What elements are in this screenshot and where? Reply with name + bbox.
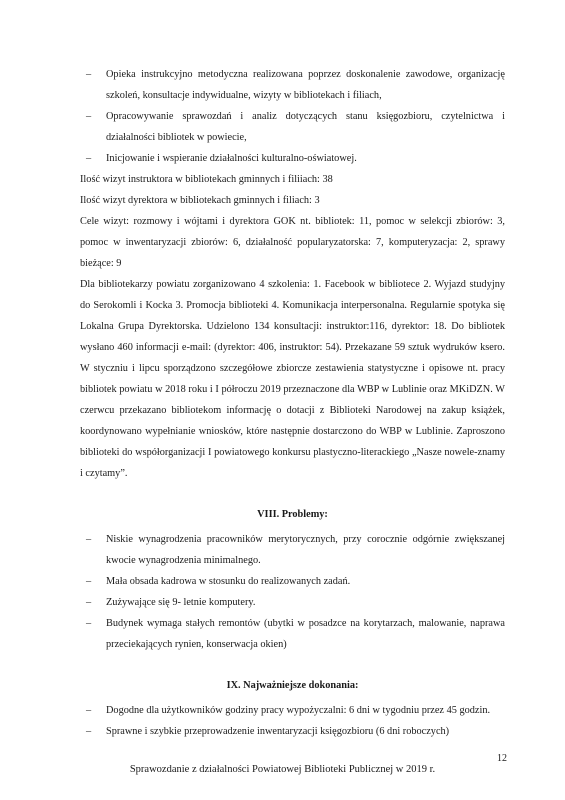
list-item-text: Sprawne i szybkie przeprowadzenie inwentaryzacji księgozbioru (6 dni roboczych) <box>106 726 450 737</box>
instructor-visits-text: Ilość wizyt instruktora w bibliotekach gminnych i filiiach: 38 <box>80 174 333 185</box>
problems-list <box>80 529 505 655</box>
list-item-text: Budynek wymaga stałych remontów (ubytki w posadzce na korytarzach, malowanie, naprawa przeciekających rynien, konserwacja okien) <box>106 618 505 650</box>
list-item-text: Zużywające się 9- letnie komputery. <box>106 597 256 608</box>
page-content <box>80 64 505 742</box>
list-item <box>80 592 505 613</box>
dash-bullet: – <box>86 618 92 629</box>
page-footer: Sprawozdanie z działalności Powiatowej Biblioteki Publicznej w 2019 r. <box>129 764 436 775</box>
list-item <box>80 700 505 721</box>
list-item-text: Opracowywanie sprawozdań i analiz dotyczących stanu księgozbioru, czytelnictwa i działalności bibliotek w powiecie, <box>106 111 505 143</box>
dash-bullet: – <box>86 576 92 587</box>
dash-bullet: – <box>86 726 92 737</box>
list-item-text: Niskie wynagrodzenia pracowników merytorycznych, przy corocznie odgórnie zwiększanej kwocie wynagrodzenia minimalnego. <box>106 534 505 566</box>
list-item <box>80 106 505 148</box>
visit-goals-text: Cele wizyt: rozmowy i wójtami i dyrektora GOK nt. bibliotek: 11, pomoc w selekcji zbiorów: 3, pomoc w inwentaryzacji zbiorów: 6, działalność popularyzatorska: 7, komputeryzacja: 2, sprawy bieżące: 9 <box>80 216 505 269</box>
section-heading-achievements: IX. Najważniejsze dokonania: <box>226 680 359 691</box>
list-item-text: Mała obsada kadrowa w stosunku do realizowanych zadań. <box>106 576 351 587</box>
section-heading-problems: VIII. Problemy: <box>257 509 328 520</box>
intro-list <box>80 64 505 169</box>
list-item-text: Inicjowanie i wspieranie działalności kulturalno-oświatowej. <box>106 153 357 164</box>
list-item <box>80 148 505 169</box>
list-item-text: Opieka instrukcyjno metodyczna realizowana poprzez doskonalenie zawodowe, organizację szkoleń, konsultacje indywidualne, wizyty w bibliotekach i filiach, <box>106 69 505 101</box>
list-item-text: Dogodne dla użytkowników godziny pracy wypożyczalni: 6 dni w tygodniu przez 45 godzin. <box>106 705 491 716</box>
dash-bullet: – <box>86 69 92 80</box>
dash-bullet: – <box>86 597 92 608</box>
dash-bullet: – <box>86 705 92 716</box>
page-number: 12 <box>497 753 507 764</box>
list-item <box>80 721 505 742</box>
dash-bullet: – <box>86 153 92 164</box>
training-paragraph: Dla bibliotekarzy powiatu zorganizowano 4 szkolenia: 1. Facebook w bibliotece 2. Wyjazd studyjny do Serokomli i Kocka 3. Promocja biblioteki 4. Komunikacja interpersonalna. Regularnie spotyka się Lokalna Grupa Dyrektorska. Udzielono 134 konsultacji: instruktor:116, dyrektor: 18. Do bibliotek wysłano 460 informacji e-mail: (dyrektor: 406, instruktor: 54). Przekazane 59 sztuk wydruków ksero. W styczniu i lipcu sporządzono szczegółowe zbiorcze zestawienia statystyczne i opisowe nt. pracy bibliotek powiatu w 2018 roku i I półroczu 2019 przeznaczone dla WBP w Lublinie oraz MKiDZN. W czerwcu przekazano bibliotekom informację o dotacji z Biblioteki Narodowej na zakup książek, koordynowano wypełnianie wniosków, które następnie dostarczono do WBP w Lublinie. Zaproszono biblioteki do współorganizacji I powiatowego konkursu plastyczno-literackiego „Nasze nowele-znamy i czytamy”. <box>80 279 505 479</box>
director-visits-text: Ilość wizyt dyrektora w bibliotekach gminnych i filiach: 3 <box>80 195 320 206</box>
dash-bullet: – <box>86 111 92 122</box>
list-item <box>80 64 505 106</box>
list-item <box>80 571 505 592</box>
achievements-list <box>80 700 505 742</box>
list-item <box>80 613 505 655</box>
dash-bullet: – <box>86 534 92 545</box>
list-item <box>80 529 505 571</box>
